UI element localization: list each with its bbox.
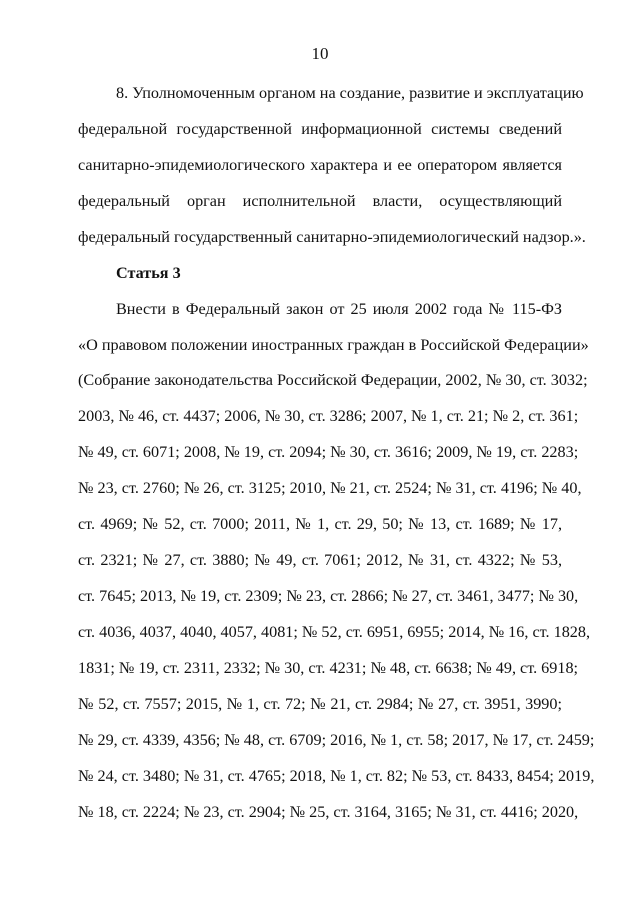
text-line: ст. 4969; № 52, ст. 7000; 2011, № 1, ст. 29, 50; № 13, ст. 1689; № 17,: [78, 515, 562, 533]
text-line: санитарно-эпидемиологического характера и ее оператором является: [78, 156, 562, 174]
page-number: 10: [311, 44, 329, 63]
text-line: № 23, ст. 2760; № 26, ст. 3125; 2010, № 21, ст. 2524; № 31, ст. 4196; № 40,: [78, 479, 582, 497]
text-line: № 18, ст. 2224; № 23, ст. 2904; № 25, ст. 3164, 3165; № 31, ст. 4416; 2020,: [78, 803, 579, 821]
text-line: ст. 2321; № 27, ст. 3880; № 49, ст. 7061; 2012, № 31, ст. 4322; № 53,: [78, 551, 562, 569]
text-line: № 49, ст. 6071; 2008, № 19, ст. 2094; № 30, ст. 3616; 2009, № 19, ст. 2283;: [78, 443, 579, 461]
text-line: № 29, ст. 4339, 4356; № 48, ст. 6709; 2016, № 1, ст. 58; 2017, № 17, ст. 2459;: [78, 731, 595, 749]
article-heading: Статья 3: [116, 264, 181, 282]
text-line: федеральный орган исполнительной власти, осуществляющий: [78, 192, 562, 210]
text-line: № 52, ст. 7557; 2015, № 1, ст. 72; № 21, ст. 2984; № 27, ст. 3951, 3990;: [78, 695, 562, 713]
text-line: федеральной государственной информационной системы сведений: [78, 120, 562, 138]
text-line: (Собрание законодательства Российской Федерации, 2002, № 30, ст. 3032;: [78, 371, 588, 389]
text-line: ст. 7645; 2013, № 19, ст. 2309; № 23, ст. 2866; № 27, ст. 3461, 3477; № 30,: [78, 587, 579, 605]
text-line: федеральный государственный санитарно-эпидемиологический надзор.».: [78, 228, 586, 246]
text-line: 1831; № 19, ст. 2311, 2332; № 30, ст. 4231; № 48, ст. 6638; № 49, ст. 6918;: [78, 659, 579, 677]
text-line: 2003, № 46, ст. 4437; 2006, № 30, ст. 3286; 2007, № 1, ст. 21; № 2, ст. 361;: [78, 407, 579, 425]
text-line: «О правовом положении иностранных граждан в Российской Федерации»: [78, 336, 589, 354]
text-line: ст. 4036, 4037, 4040, 4057, 4081; № 52, ст. 6951, 6955; 2014, № 16, ст. 1828,: [78, 623, 591, 641]
text-line: 8. Уполномоченным органом на создание, развитие и эксплуатацию: [116, 84, 584, 102]
text-line: Внести в Федеральный закон от 25 июля 2002 года № 115-ФЗ: [116, 300, 562, 318]
text-line: № 24, ст. 3480; № 31, ст. 4765; 2018, № 1, ст. 82; № 53, ст. 8433, 8454; 2019,: [78, 767, 595, 785]
